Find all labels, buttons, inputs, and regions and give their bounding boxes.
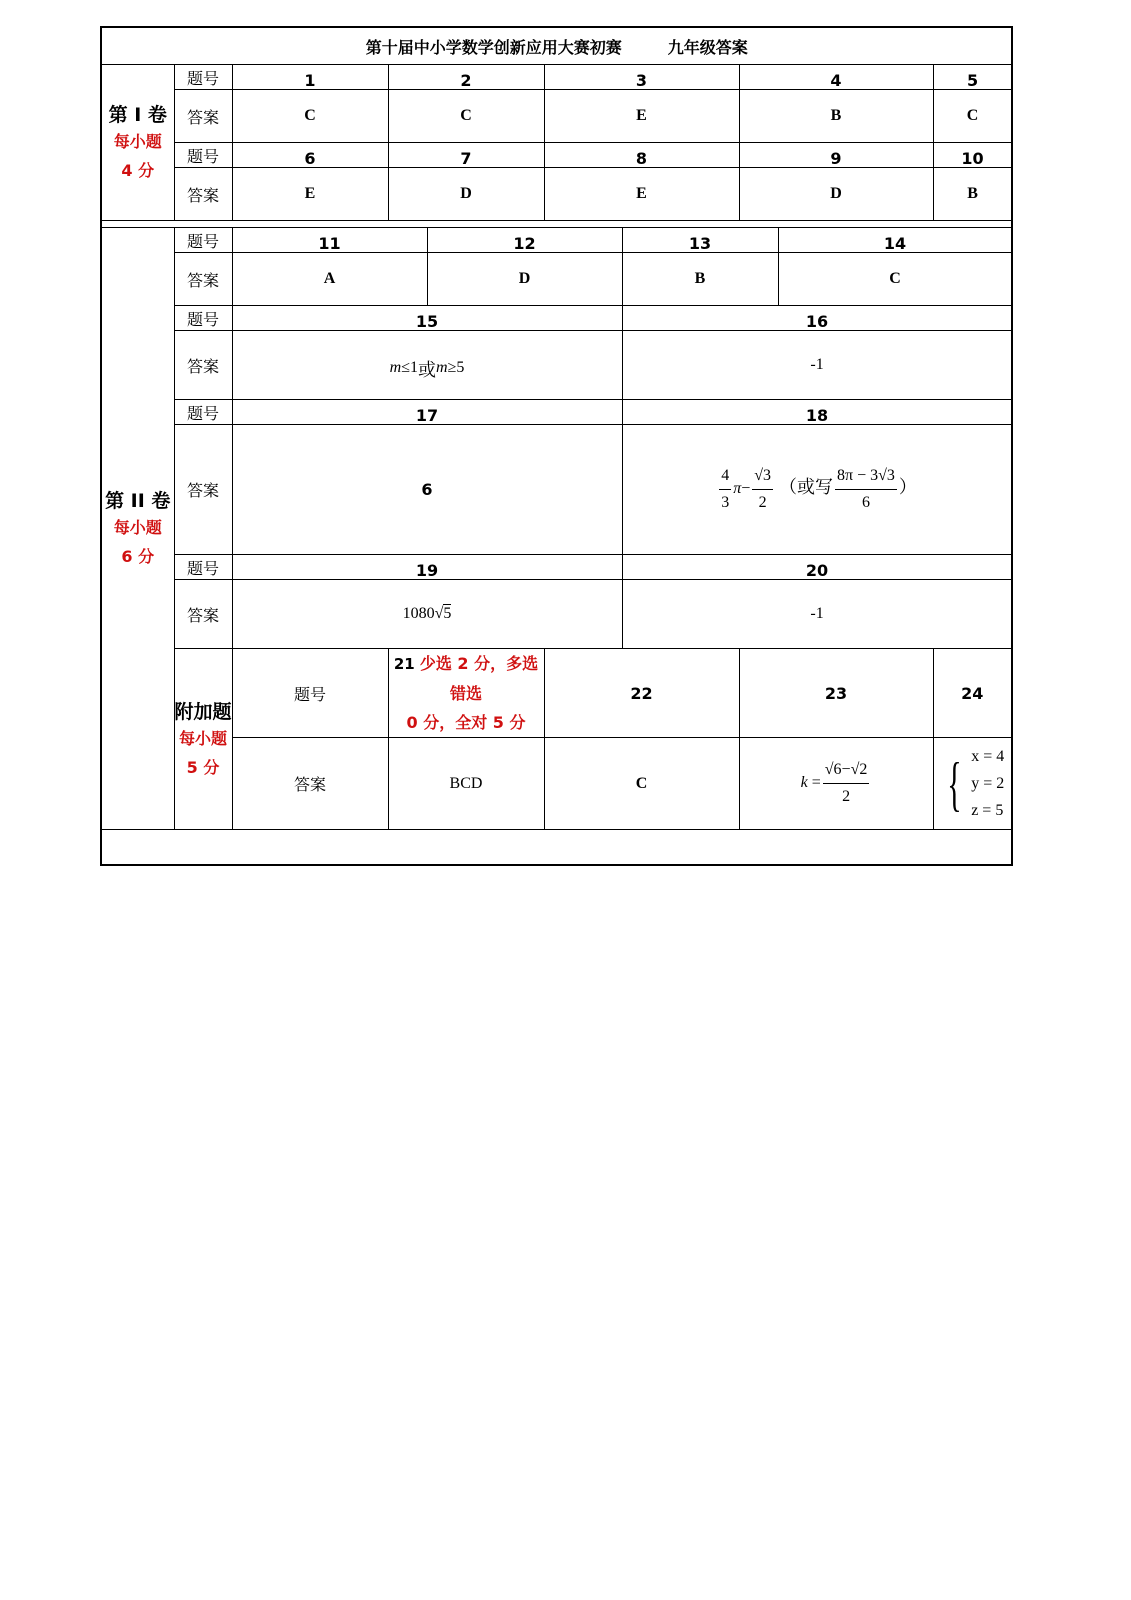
part2-answers-row2: [101, 331, 1012, 400]
answer-17: 6: [232, 425, 622, 555]
part3-note2: 5 分: [186, 757, 220, 777]
daan-label: 答案: [174, 168, 232, 221]
a24-z: z = 5: [971, 802, 1004, 819]
part3-answers-row: [101, 738, 1012, 830]
qno-3: 3: [544, 65, 739, 90]
answer-2: C: [388, 90, 544, 143]
qno-8: 8: [544, 143, 739, 168]
qno-7: 7: [388, 143, 544, 168]
a24-system: [940, 743, 1004, 824]
qno-1: 1: [232, 65, 388, 90]
a23-minus: −: [841, 761, 851, 778]
daan-label: 答案: [174, 580, 232, 649]
qno-2: 2: [388, 65, 544, 90]
qno-21-cell: [388, 649, 544, 738]
part1-nums-row2: [101, 143, 1012, 168]
answer-6: E: [232, 168, 388, 221]
page-title: 第十届中小学数学创新应用大赛初赛: [365, 37, 622, 57]
part2-nums-row4: [101, 555, 1012, 580]
answer-20: -1: [622, 580, 1012, 649]
tihao-label: 题号: [174, 555, 232, 580]
qno-17: 17: [232, 400, 622, 425]
title-cell: [101, 27, 1012, 65]
qno-20: 20: [622, 555, 1012, 580]
grade-title: 九年级答案: [667, 37, 748, 57]
part2-name: 第 II 卷: [105, 490, 171, 512]
qno-19: 19: [232, 555, 622, 580]
a24-y: y = 2: [971, 775, 1005, 792]
a18-num2: √3: [752, 463, 773, 490]
part1-label-cell: [101, 65, 174, 221]
part2-note1: 每小题: [113, 518, 162, 537]
part3-note1: 每小题: [178, 728, 227, 748]
daan-label: 答案: [174, 90, 232, 143]
daan-label: 答案: [232, 738, 388, 830]
part2-nums-row1: [101, 228, 1012, 253]
part1-name: 第 I 卷: [108, 104, 167, 126]
a15-val1: 1: [410, 359, 418, 376]
answer-sheet: [100, 26, 1011, 866]
a19-coef: 1080: [402, 605, 435, 622]
tihao-label: 题号: [232, 649, 388, 738]
answer-9: D: [739, 168, 933, 221]
answer-23: [739, 738, 933, 830]
qno-9: 9: [739, 143, 933, 168]
answer-22: C: [544, 738, 739, 830]
qno-12: 12: [427, 228, 622, 253]
part3-nums-row: [101, 649, 1012, 738]
a15-var1: m: [389, 359, 402, 376]
qno-11: 11: [232, 228, 427, 253]
a24-x: x = 4: [971, 748, 1005, 765]
part1-nums-row1: [101, 65, 1012, 90]
tihao-label: 题号: [174, 306, 232, 331]
part2-answers-row3: [101, 425, 1012, 555]
answer-18: [622, 425, 1012, 555]
a15-op1: ≤: [401, 359, 410, 376]
part1-note1: 每小题: [113, 132, 162, 151]
brace-icon: {: [947, 750, 962, 817]
part1-answers-row2: [101, 168, 1012, 221]
a15-var2: m: [436, 359, 448, 376]
answer-5: C: [933, 90, 1012, 143]
qno-18: 18: [622, 400, 1012, 425]
answer-14: C: [778, 253, 1012, 306]
tihao-label: 题号: [174, 65, 232, 90]
daan-label: 答案: [174, 425, 232, 555]
qno-24: 24: [933, 649, 1012, 738]
part1-answers-row1: [101, 90, 1012, 143]
a18-minus: −: [741, 480, 751, 498]
answer-15: [232, 331, 622, 400]
a23-k: k: [800, 774, 808, 792]
answer-4: B: [739, 90, 933, 143]
daan-label: 答案: [174, 253, 232, 306]
a18-alt-rad: 3: [886, 467, 895, 484]
answer-11: A: [232, 253, 427, 306]
part3-label-cell: [174, 649, 232, 830]
a23-frac: [823, 757, 870, 810]
part1-note2: 4 分: [121, 161, 155, 180]
a18-pi: π: [733, 480, 742, 498]
a18-den2: 2: [758, 494, 767, 511]
qno-13: 13: [622, 228, 778, 253]
part2-answers-row4: [101, 580, 1012, 649]
a18-den1: 3: [721, 494, 730, 511]
part2-nums-row3: [101, 400, 1012, 425]
a18-alt-num: 8π − 3√3: [835, 463, 897, 490]
a15-or: 或: [418, 360, 436, 380]
answer-21: BCD: [388, 738, 544, 830]
qno-22: 22: [544, 649, 739, 738]
part2-label-cell: [101, 228, 174, 830]
title-row: [101, 27, 1012, 65]
a23-num: √6−√2: [823, 757, 870, 784]
a23-eq: =: [811, 774, 821, 792]
qno-23: 23: [739, 649, 933, 738]
answer-3: E: [544, 90, 739, 143]
blank-footer-cell: [101, 830, 1012, 866]
a23-rad2: 2: [859, 761, 868, 778]
qno-21: 21: [393, 655, 415, 673]
answer-13: B: [622, 253, 778, 306]
a19-rad: 5: [443, 605, 452, 622]
answer-1: C: [232, 90, 388, 143]
section-divider: [101, 221, 1012, 228]
answer-7: D: [388, 168, 544, 221]
answer-19: 1080√5: [232, 580, 622, 649]
part3-name: 附加题: [174, 700, 232, 723]
answer-8: E: [544, 168, 739, 221]
qno-4: 4: [739, 65, 933, 90]
a15-op2: ≥: [447, 359, 457, 376]
part2-nums-row2: [101, 306, 1012, 331]
a18-rad1: 3: [763, 467, 772, 484]
qno-14: 14: [778, 228, 1012, 253]
a24-lines: [971, 743, 1004, 824]
a23-den: 2: [842, 788, 851, 805]
qno-10: 10: [933, 143, 1012, 168]
divider-cell: [101, 221, 1012, 228]
daan-label: 答案: [174, 331, 232, 400]
tihao-label: 题号: [174, 400, 232, 425]
a15-val2: 5: [456, 359, 465, 376]
qno-16: 16: [622, 306, 1012, 331]
answer-12: D: [427, 253, 622, 306]
answer-24: [933, 738, 1012, 830]
a18-num1: 4: [719, 463, 731, 490]
tihao-label: 题号: [174, 228, 232, 253]
a18-alt-frac: [835, 463, 897, 516]
answer-16: -1: [622, 331, 1012, 400]
a18-alt-open: （或写: [779, 477, 834, 498]
a18-alt-close: ）: [898, 477, 917, 498]
a18-alt-num-a: 8π − 3: [837, 467, 879, 484]
qno-5: 5: [933, 65, 1012, 90]
a18-alt-den: 6: [861, 494, 870, 511]
a23-rad1: 6: [833, 761, 842, 778]
blank-footer-row: [101, 830, 1012, 866]
a18-frac1: [719, 463, 731, 516]
answer-10: B: [933, 168, 1012, 221]
qno-15: 15: [232, 306, 622, 331]
part2-answers-row1: [101, 253, 1012, 306]
answer-table: [100, 26, 1013, 866]
part2-note2: 6 分: [121, 547, 155, 566]
tihao-label: 题号: [174, 143, 232, 168]
q21-note-a: 少选 2 分，多选错选: [419, 654, 539, 703]
qno-6: 6: [232, 143, 388, 168]
a18-frac2: [752, 463, 773, 516]
q21-note-b: 0 分，全对 5 分: [406, 713, 526, 732]
q21-line1: [389, 649, 544, 708]
